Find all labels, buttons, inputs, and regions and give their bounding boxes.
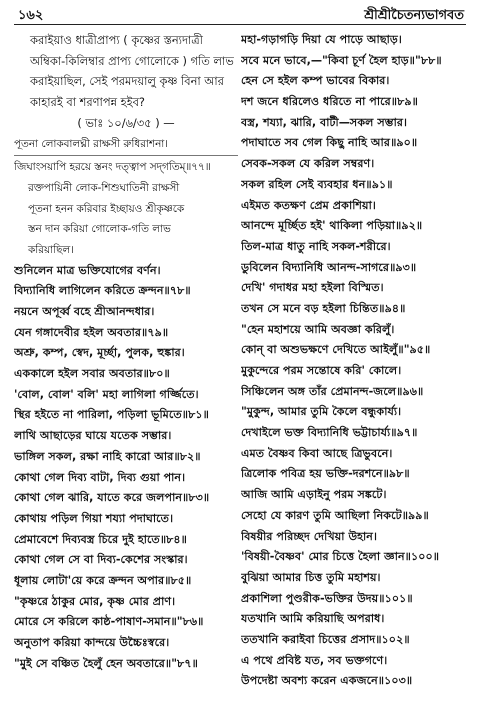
verse-line: দশ জনে ধরিলেও ধরিতে না পারে॥৮৯॥ [241,95,418,109]
verse-line: বস্ত্র, শয্যা, ঝারি, বাটী—সকল সম্ভার। [241,115,408,129]
verse-line: যতখানি আমি করিয়াছি অপরাধ। [241,612,385,626]
verse-line: কোথায় পড়িল গিয়া শয্যা পদাঘাতে। [14,511,174,525]
verse-line: "মুকুন্দ, আমার তুমি কৈলে বন্ধুকার্য্য। [241,405,402,419]
verse-line: 'বিষয়ী-বৈষ্ণব' মোর চিত্তে হৈলা জ্ঞান॥১০০॥ [241,550,440,564]
verse-line: সকল রহিল সেই ব্যবহার ধন॥৯১॥ [241,177,393,191]
verse-line: ধূলায় লোটা'য়ে করে ক্রন্দন অপার॥৮৫॥ [14,573,192,587]
verse-line: এককালে হইল সবার অবতার॥৮০॥ [14,367,170,381]
scripture-reference: ( ভাঃ ১০/৬/৩৫ ) — [77,115,175,130]
verse-line: মহা-গড়াগড়ি দিয়া যে পাড়ে আছাড়। [241,33,402,46]
verse-line: ভাঙ্গিল সকল, রক্ষা নাহি কারো আর॥৮২॥ [14,449,201,463]
verse-line: আজি আমি এড়াইনু পরম সঙ্কটে। [241,488,387,502]
verse-line: তিল-মাত্র ধাতু নাহি সকল-শরীরে। [241,239,391,253]
rule-line [14,155,238,156]
verse-line: সেবক-সকল যে করিল সম্বরণ। [241,157,375,171]
page-header [14,4,466,25]
verse-line: যেন গঙ্গাদেবীর হইল অবতার॥৭৯॥ [14,325,169,339]
verse-line: কোথা গেল ঝারি, যাতে করে জলপান॥৮৩॥ [14,491,210,505]
verse-line: হেন সে হইল কম্প ভাবের বিকার। [241,74,390,88]
verse-line: এমত বৈষ্ণব কিবা আছে ত্রিভুবনে। [241,446,393,460]
verse-line: মুকুন্দেরে পরম সন্তোষে করি' কোলে। [241,364,402,377]
verse-line: সিঞ্চিলেন অঙ্গ তাঁর প্রেমানন্দ-জলে॥৯৬॥ [241,384,424,398]
verse-line: কোথা গেল দিব্য বাটা, দিব্য গুয়া পান। [14,470,186,484]
translation-line: করিয়াছিল। [28,243,74,256]
verse-line: "মুই সে বঞ্চিত হৈলুঁ হেন অবতারে॥"৮৭॥ [14,656,198,670]
verse-line: মোরে সে করিলে কাষ্ঠ-পাষাণ-সমান॥"৮৬॥ [14,615,204,629]
verse-line: এ পথে প্রবিষ্ট যত, সব ভক্তগণে। [241,653,388,667]
running-title: শ্রীশ্রীচৈতন্যভাগবত [364,8,464,23]
verse-line: কোন্ বা অশুভক্ষণে দেখিতে আইলুঁ॥"৯৫॥ [241,343,431,357]
verse-line: শুনিলেন মাত্র ভক্তিযোগের বর্ণন। [14,263,161,277]
verse-line: "কৃষ্ণরে ঠাকুর মোর, কৃষ্ণ মোর প্রাণ। [14,594,176,608]
verse-line: কোথা গেল সে বা দিব্য-কেশের সংস্কার। [14,553,188,567]
verse-line: ত্রিলোক পবিত্র হয় ভক্তি-দরশনে॥৯৮॥ [241,467,410,481]
verse-line: স্থির হইতে না পারিলা, পড়িলা ভূমিতে॥৮১॥ [14,408,209,422]
verse-line: বিদ্যানিধি লাগিলেন করিতে ক্রন্দন॥৭৮॥ [14,284,191,298]
verse-line: দেখাইলে ভক্ত বিদ্যানিধি ভট্টাচার্য্য॥৯৭॥ [241,426,418,440]
verse-line: প্রেমাবেশে দিব্যবস্ত্র চিরে দুই হাতে॥৮৪॥ [14,532,188,546]
verse-line: আনন্দে মূর্চ্ছিত হই' থাকিলা পড়িয়া॥৯২॥ [241,219,423,233]
verse-line: নয়নে অপূর্ব্ব বহে শ্রীআনন্দধার। [14,305,155,318]
verse-line: অনুতাপ করিয়া কান্দয়ে উচ্চৈঃস্বরে। [14,636,170,649]
translation-line: স্তন দান করিয়া গোলোক-গতি লাভ [28,223,171,236]
verse-line: অশ্রু, কম্প, স্বেদ, মূর্চ্ছা, পুলক, হুঙ্কার। [14,346,185,360]
verse-line: প্রকাশিলা পুণ্ডরীক-ভক্তির উদয়॥১০১॥ [241,591,413,605]
right-column [241,30,465,692]
verse-line: লাথি আছাড়ের ঘায়ে যতেক সম্ভার। [14,429,172,443]
verse-line: উপদেষ্টা অবশ্য করেন একজনে॥১০৩॥ [241,674,413,688]
verse-line: ডুবিলেন বিদ্যানিধি আনন্দ-সাগরে॥৯৩॥ [241,260,417,274]
verse-line: সেহো যে কারণ তুমি আছিলা নিকটে॥৯৯॥ [241,508,429,522]
translation-line: রক্তপায়িনী লোক-শিশুঘাতিনী রাক্ষসী [28,181,180,194]
verse-line: পদাঘাতে সব গেল কিছু নাহি আর॥৯০॥ [241,136,418,150]
verse-line: 'বোল, বোল' বলি' মহা লাগিলা গর্জ্জিতে। [14,387,199,401]
verse-line: বিষয়ীর পরিচ্ছদ দেখিয়া উহান। [241,529,377,543]
translation-line: পূতনা হনন করিবার ইচ্ছায়ও শ্রীকৃষ্ণকে [28,202,185,215]
verse-line: বুঝিয়া আমার চিত্ত তুমি মহাশয়। [241,570,381,584]
left-column [14,30,238,674]
verse-line: তখন সে মনে বড় হইলা চিন্তিত॥৯৪॥ [241,301,406,315]
verse-line: সবে মনে ভাবে,—"কিবা চূর্ণ হৈল হাড়॥"৮৮॥ [241,53,442,67]
page-number: ১৬২ [18,8,44,23]
sanskrit-line: পূতনা লোকবালঘ্নী রাক্ষসী রুধিরাশনা। [14,137,168,150]
verse-line: ততখানি করাইবা চিত্তের প্রসাদ॥১০২॥ [241,632,410,646]
sanskrit-line: জিঘাংসয়াপি হরয়ে স্তনং দত্ত্বাপ সদ্‌গতিম্॥৭৭॥ [14,161,211,174]
verse-line: "হেন মহাশয়ে আমি অবজ্ঞা করিলুঁ। [241,322,395,336]
verse-line: এইমত কতক্ষণ প্রেম প্রকাশিয়া। [241,198,376,212]
verse-line: দেখি' গদাধর মহা হইলা বিস্মিত। [241,281,384,295]
commentary-prose: করাইয়াও ধাত্রীপ্রাপ্য ( কৃষ্ণের স্তন্যদাত্রী অম্বিকা-কিলিম্বার প্রাপ্য গোলোকে ) গতি লাভ করাইয়াছিল, সেই পরমদয়ালু কৃষ্ণ বিনা আর কাহারই বা শরণাপন্ন হইব? [30,33,234,110]
